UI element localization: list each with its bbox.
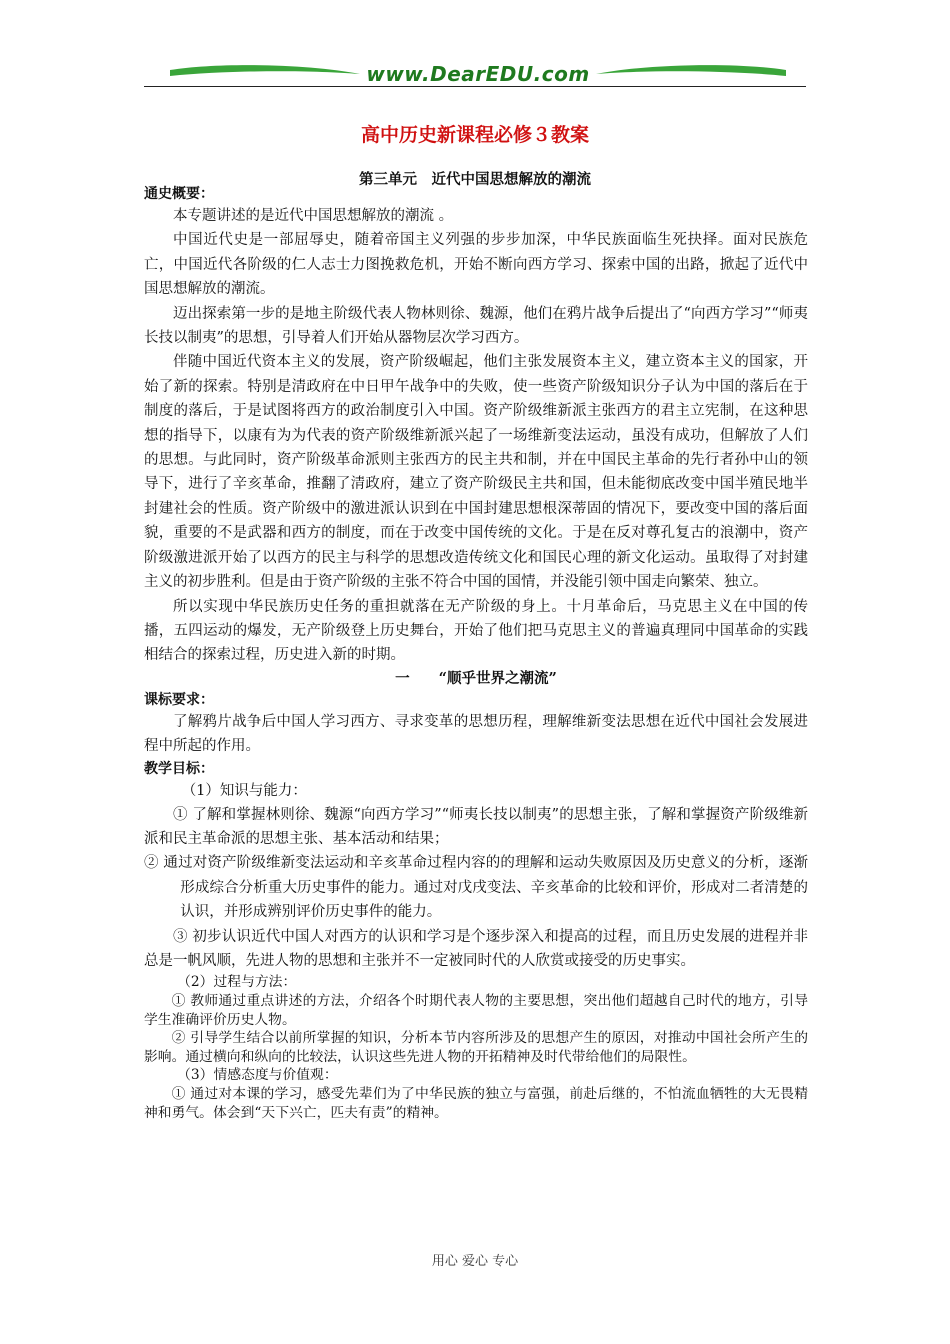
emotion-label: （3）情感态度与价值观：	[177, 1067, 338, 1084]
knowledge-item-1: ① 了解和掌握林则徐、魏源“向西方学习”“师夷长技以制夷”的思想主张，了解和掌握资产阶级维新派和民主革命派的思想主张、基本活动和结果；	[144, 806, 808, 847]
process-item-1: ① 教师通过重点讲述的方法，介绍各个时期代表人物的主要思想，突出他们超越自己时代的地方，引导学生准确评价历史人物。	[144, 992, 808, 1028]
logo-swoosh-left-icon	[170, 60, 360, 84]
process-label: （2）过程与方法：	[177, 974, 297, 991]
standards-text: 了解鸦片战争后中国人学习西方、寻求变革的思想历程，理解维新变法思想在近代中国社会发展进程中所起的作用。	[144, 713, 808, 755]
overview-paragraph: 本专题讲述的是近代中国思想解放的潮流 。	[173, 208, 454, 224]
page-footer: 用心 爱心 专心	[431, 1254, 519, 1269]
standards-heading: 课标要求：	[144, 691, 214, 708]
section-title: 一 “顺乎世界之潮流”	[395, 669, 557, 687]
overview-heading: 通史概要：	[144, 186, 214, 202]
goals-heading: 教学目标：	[144, 760, 214, 777]
knowledge-item-3: ③ 初步认识近代中国人对西方的认识和学习是个逐步深入和提高的过程，而且历史发展的进程并非总是一帆风顺，先进人物的思想和主张并不一定被同时代的人欣赏或接受的历史事实。	[144, 928, 808, 969]
page-title: 高中历史新课程必修３教案	[360, 124, 589, 146]
knowledge-item-2: ② 通过对资产阶级维新变法运动和辛亥革命过程内容的的理解和运动失败原因及历史意义的分析，逐渐形成综合分析重大历史事件的能力。通过对戊戌变法、辛亥革命的比较和评价，形成对二者清楚的认识，并形成辨别评价历史事件的能力。	[144, 855, 808, 921]
overview-paragraph: 伴随中国近代资本主义的发展，资产阶级崛起，他们主张发展资本主义，建立资本主义的国家，开始了新的探索。特别是清政府在中日甲午战争中的失败，使一些资产阶级知识分子认为中国的落后在于制度的落后，于是试图将西方的政治制度引入中国。资产阶级维新派主张西方的君主立宪制，在这种思想的指导下，以康有为为代表的资产阶级维新派兴起了一场维新变法运动，虽没有成功，但解放了人们的思想。与此同时，资产阶级革命派则主张西方的民主共和制，并在中国民主革命的先行者孙中山的领导下，进行了辛亥革命，推翻了清政府，建立了资产阶级民主共和国，但未能彻底改变中国半殖民地半封建社会的性质。资产阶级中的激进派认识到在中国封建思想根深蒂固的情况下，要改变中国的落后面貌，重要的不是武器和西方的制度，而在于改变中国传统的文化。于是在反对尊孔复古的浪潮中，资产阶级激进派开始了以西方的民主与科学的思想改造传统文化和国民心理的新文化运动。虽取得了对封建主义的初步胜利。但是由于资产阶级的主张不符合中国的国情，并没能引领中国走向繁荣、独立。	[144, 354, 808, 591]
site-logo: www.DearEDU.com	[366, 62, 590, 86]
knowledge-label: （1）知识与能力：	[181, 782, 307, 799]
overview-paragraph: 中国近代史是一部屈辱史，随着帝国主义列强的步步加深，中华民族面临生死抉择。面对民族危亡，中国近代各阶级的仁人志士力图挽救危机，开始不断向西方学习、探索中国的出路，掀起了近代中国思想解放的潮流。	[144, 232, 808, 298]
overview-paragraph: 所以实现中华民族历史任务的重担就落在无产阶级的身上。十月革命后，马克思主义在中国的传播，五四运动的爆发，无产阶级登上历史舞台，开始了他们把马克思主义的普遍真理同中国革命的实践相结合的探索过程，历史进入新的时期。	[144, 598, 808, 664]
process-item-2: ② 引导学生结合以前所掌握的知识，分析本节内容所涉及的思想产生的原因，对推动中国社会所产生的影响。通过横向和纵向的比较法，认识这些先进人物的开拓精神及时代带给他们的局限性。	[144, 1030, 808, 1065]
header-divider	[144, 86, 806, 87]
logo-swoosh-right-icon	[596, 60, 786, 84]
overview-paragraph: 迈出探索第一步的是地主阶级代表人物林则徐、魏源，他们在鸦片战争后提出了“向西方学习”“师夷长技以制夷”的思想，引导着人们开始从器物层次学习西方。	[144, 305, 808, 347]
unit-title: 第三单元 近代中国思想解放的潮流	[359, 171, 591, 188]
document-body	[144, 184, 808, 1122]
emotion-item-1: ① 通过对本课的学习，感受先辈们为了中华民族的独立与富强，前赴后继的，不怕流血牺牲的大无畏精神和勇气。体会到“天下兴亡，匹夫有责”的精神。	[144, 1085, 808, 1121]
